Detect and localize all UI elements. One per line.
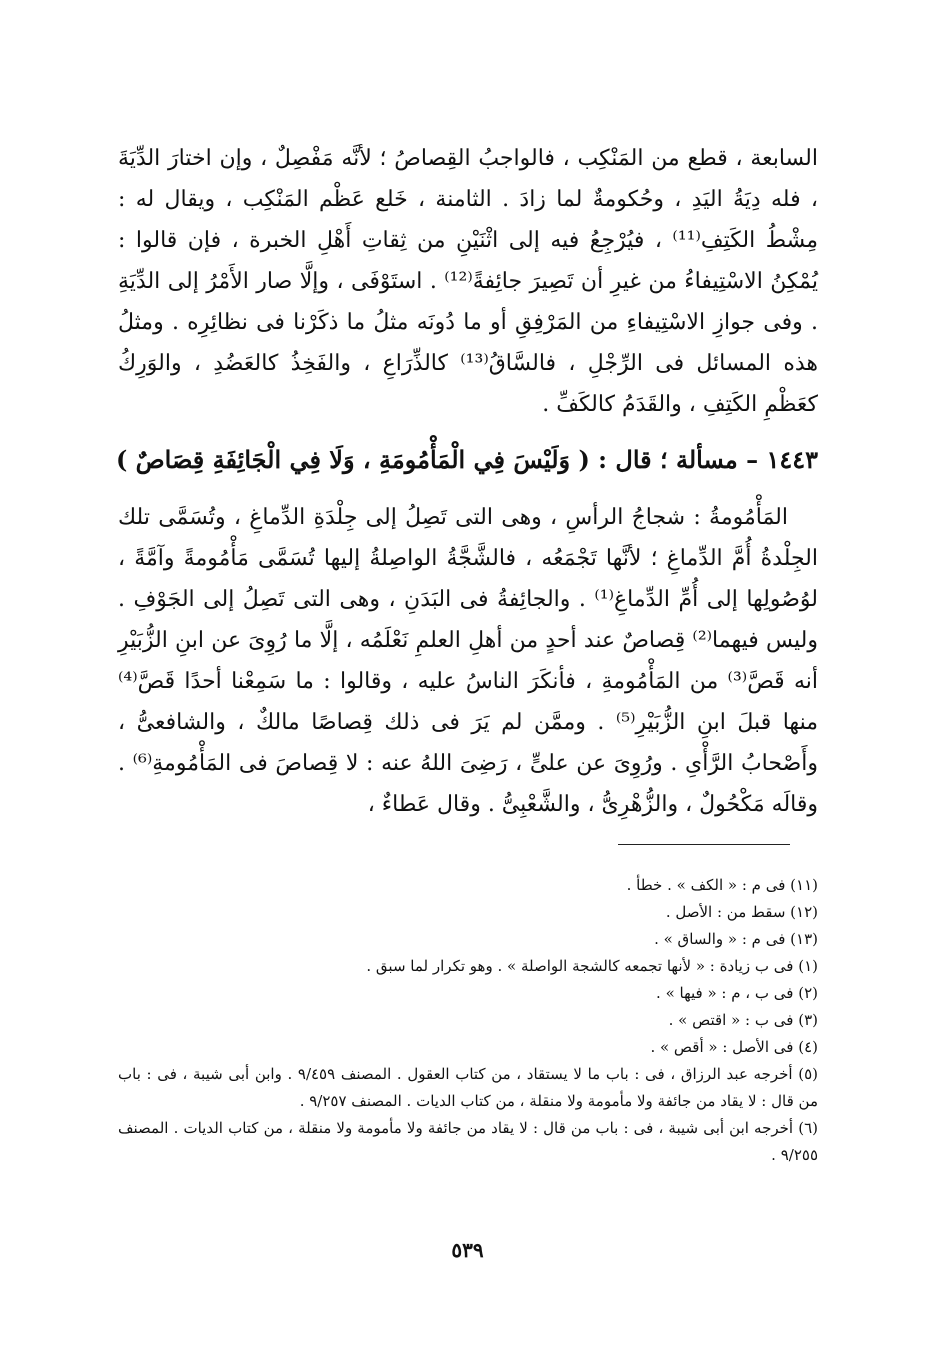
footnote: (٦) أخرجه ابن أبى شيبة ، فى : باب من قال : لا يقاد من جائفة ولا مأمومة ولا منقلة ، من كتاب الديات . المصنف ٩/٢٥٥ . [118, 1119, 818, 1164]
footnote: (٣) فى ب : « اقتص » . [668, 1011, 818, 1029]
footnote: (١٢) سقط من : الأصل . [665, 903, 818, 921]
heading-label: مسألة ؛ قال : [598, 445, 738, 474]
footnote: (٤) فى الأصل : « أقص » . [650, 1038, 818, 1056]
footnote-divider [618, 844, 790, 845]
paragraph-continuation: السابعة ، قطع من المَنْكِب ، فالواجبُ القِصاصُ ؛ لأنَّه مَفْصِلٌ ، وإن اختارَ الدِّيَةَ ، فله دِيَةُ اليَدِ ، وحُكومةٌ لما زادَ . الثامنة ، خَلع عَظْم المَنْكِب ، ويقال له : مِشْطُ الكَتِفِ⁽¹¹⁾ ، فيُرْجِعُ فيه إلى اثْنَيْنِ من ثِقاتِ أَهْلِ الخبرة ، فإن قالوا : يُمْكِنُ الاسْتِيفاءُ من غيرِ أن تَصِيرَ جائِفةً⁽¹²⁾ . استَوْفَى ، وإلَّا صار الأَمْرُ إلى الدِّيَةِ . وفى جوازِ الاسْتِيفاءِ من المَرْفِقِ أو ما دُونَه مثلُ ما ذكَرْنا فى نظائِرِه . ومثلُ هذه المسائل فى الرِّجْلِ ، فالسَّاقُ⁽¹³⁾ كالذِّرَاعِ ، والفَخِذُ كالعَضُدِ ، والوَرِكُ كعَظْمِ الكَتِفِ ، والقَدَمُ كالكَفِّ . [118, 146, 819, 417]
mas-ala-number: ١٤٤٣ [766, 445, 818, 474]
page-number: ٥٣٩ [451, 1238, 484, 1262]
footnotes [118, 872, 818, 1169]
footnote: (١) فى ب زيادة : « لأنها تجمعه كالشجة الواصلة » . وهو تكرار لما سبق . [366, 957, 818, 975]
heading-dash: – [746, 445, 759, 474]
paragraph-commentary: المَأْمُومةُ : شجاجُ الرأسِ ، وهى التى تَصِلُ إلى جِلْدَةِ الدِّماغِ ، وتُسَمَّى تلك الجِلْدةُ أُمَّ الدِّماغِ ؛ لأنَّها تَجْمَعُه ، فالشَّجَّةُ الواصِلةُ إليها تُسَمَّى مَأْمُومةً وآمَّةً ، لوُصُولِها إلى أُمِّ الدِّماغِ⁽¹⁾ . والجائِفةُ فى البَدَنِ ، وهى التى تَصِلُ إلى الجَوْفِ . وليس فيهما⁽²⁾ قِصاصٌ عند أحدٍ من أهلِ العلمِ نَعْلَمُه ، إلَّا ما رُوِىَ عن ابنِ الزُّبَيْرِ أنه قَصَّ⁽³⁾ من المَأْمُومةِ ، فأنكَرَ الناسُ عليه ، وقالوا : ما سَمِعْنا أحدًا قَصَّ⁽⁴⁾ منها قبلَ ابنِ الزُّبَيْرِ⁽⁵⁾ . وممَّن لم يَرَ فى ذلك قِصاصًا مالكٌ ، والشافعىُّ ، وأَصْحابُ الرَّأْىِ . ورُوِىَ عن علىٍّ ، رَضِىَ اللهُ عنه : لا قِصاصَ فى المَأْمُومةِ⁽⁶⁾ . وقالَه مَكْحُولٌ ، والزُّهْرِىُّ ، والشَّعْبِىُّ . وقال عَطاءٌ ، [118, 505, 819, 817]
footnote: (٥) أخرجه عبد الرزاق ، فى : باب ما لا يستقاد ، من كتاب العقول . المصنف ٩/٤٥٩ . وابن أبى شيبة ، فى : باب من قال : لا يقاد من جائفة ولا مأمومة ولا منقلة ، من كتاب الديات . المصنف ٩/٢٥٧ . [118, 1065, 818, 1110]
footnote: (٢) فى ب ، م : « فيها » . [656, 984, 818, 1002]
main-text [115, 138, 819, 825]
mas-ala-heading [115, 435, 818, 485]
footnote: (١٣) فى م : « والساق » . [654, 930, 818, 948]
heading-quote: ( وَلَيْسَ فِي الْمَأْمُومَةِ ، وَلَا فِي الْجَائِفَةِ قِصَاصٌ ) [115, 445, 590, 474]
footnote: (١١) فى م : « الكف » . خطأ . [626, 876, 818, 894]
